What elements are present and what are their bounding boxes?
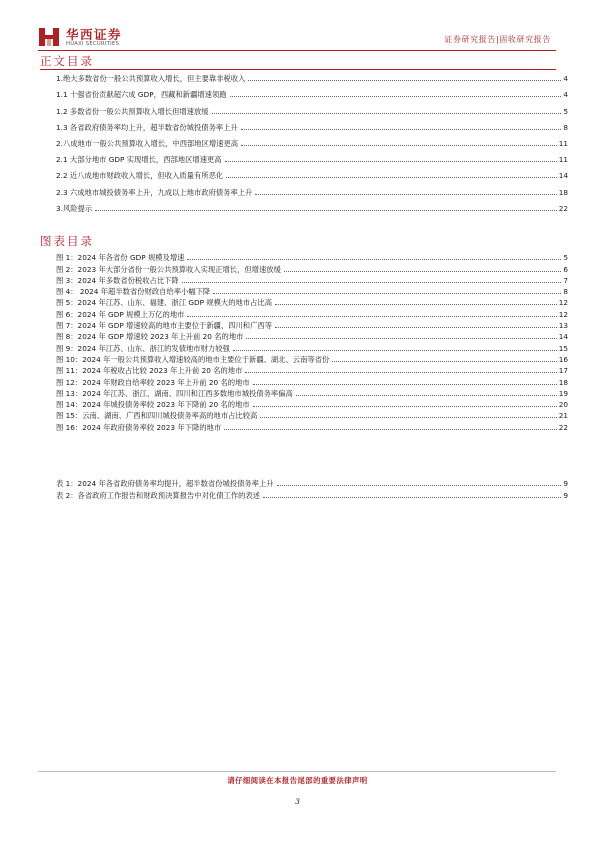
dot-leader [245, 372, 556, 373]
figure-entry-page: 20 [558, 400, 568, 410]
figure-entry[interactable] [56, 251, 568, 262]
toc-entry-title: 3.风险提示 [56, 203, 93, 213]
table-entry-title: 表 2：各省政府工作报告和财政预决算报告中对化债工作的表述 [56, 490, 260, 500]
toc-entry-page: 22 [558, 203, 568, 213]
header-divider [38, 50, 556, 51]
figure-entry-title: 图 3：2024 年多数省份税收占比下降 [56, 275, 179, 285]
dot-leader [226, 177, 557, 178]
dot-leader [275, 304, 557, 305]
figure-entry[interactable] [56, 285, 568, 296]
table-entry[interactable] [56, 477, 568, 488]
figure-entry-page: 12 [558, 309, 568, 319]
figure-entry-page: 15 [558, 343, 568, 353]
toc-entry[interactable] [56, 197, 568, 213]
dot-leader [296, 395, 557, 396]
company-name-en: HUAXI SECURITIES [66, 41, 120, 47]
toc-entry-page: 14 [558, 171, 568, 181]
figure-entry-page: 21 [558, 411, 568, 421]
dot-leader [224, 429, 557, 430]
figure-entry-page: 13 [558, 321, 568, 331]
dot-leader [277, 485, 562, 486]
toc-entry-title: 2.2 近八成地市财政收入增长，但收入质量有所恶化 [56, 171, 224, 181]
dot-leader [260, 417, 556, 418]
figure-entry[interactable] [56, 420, 568, 431]
figure-entry-title: 图 10：2024 年一般公共预算收入增速较高的地市主要位于新疆、湖北、云南等省份 [56, 354, 330, 364]
figure-entry-page: 17 [558, 366, 568, 376]
toc-entry[interactable] [56, 99, 568, 115]
toc-entry-page: 11 [558, 138, 568, 148]
toc-entry-title: 2.八成地市一般公共预算收入增长，中西部地区增速更高 [56, 138, 239, 148]
toc-list [56, 67, 568, 213]
toc-entry[interactable] [56, 180, 568, 196]
figure-entry-page: 16 [558, 354, 568, 364]
figure-entry[interactable] [56, 364, 568, 375]
figure-entry[interactable] [56, 375, 568, 386]
figure-entry-title: 图 12：2024 年财政自给率较 2023 年上升前 20 名的地市 [56, 377, 250, 387]
toc-title: 正文目录 [40, 54, 94, 68]
table-entry-page: 9 [563, 479, 568, 489]
dot-leader [253, 384, 557, 385]
figure-entry-title: 图 7：2024 年 GDP 增速较高的地市主要位于新疆、四川和广西等 [56, 321, 272, 331]
figure-entry-page: 22 [558, 422, 568, 432]
figure-entry-title: 图 16：2024 年政府债务率较 2023 年下降的地市 [56, 422, 222, 432]
dot-leader [263, 497, 561, 498]
toc-entry[interactable] [56, 116, 568, 132]
figure-entry-title: 图 14：2024 年城投债务率较 2023 年下降前 20 名的地市 [56, 400, 250, 410]
legal-disclaimer: 请仔细阅读在本报告尾部的重要法律声明 [227, 776, 368, 785]
dot-leader [187, 316, 556, 317]
dot-leader [332, 361, 556, 362]
dot-leader [213, 293, 561, 294]
toc-entry-title: 2.3 六成地市城投债务率上升，九成以上地市政府债务率上升 [56, 187, 253, 197]
figure-entry[interactable] [56, 296, 568, 307]
dot-leader [248, 80, 561, 81]
figure-entry[interactable] [56, 409, 568, 420]
dot-leader [225, 161, 557, 162]
dot-leader [230, 96, 562, 97]
figure-entry-page: 14 [558, 332, 568, 342]
toc-entry-page: 18 [558, 187, 568, 197]
figure-entry-page: 7 [563, 275, 568, 285]
figure-entry[interactable] [56, 341, 568, 352]
figure-entry[interactable] [56, 330, 568, 341]
page-header [0, 0, 595, 50]
figure-entry[interactable] [56, 398, 568, 409]
figure-entry-title: 图 15：云南、湖南、广西和四川城投债务率高的地市占比较高 [56, 411, 258, 421]
figure-entry[interactable] [56, 274, 568, 285]
dot-leader [246, 338, 556, 339]
figure-entry-title: 图 4： 2024 年超半数省份财政自给率小幅下降 [56, 287, 211, 297]
figure-entry-title: 图 5：2024 年江苏、山东、福建、浙江 GDP 规模大的地市占比高 [56, 298, 272, 308]
figure-entry[interactable] [56, 319, 568, 330]
figure-entry-title: 图 1：2024 年各省份 GDP 规模及增速 [56, 253, 185, 263]
table-entry-page: 9 [563, 490, 568, 500]
figure-entry-title: 图 11：2024 年税收占比较 2023 年上升前 20 名的地市 [56, 366, 243, 376]
dot-leader [187, 259, 561, 260]
figure-entry-page: 8 [563, 287, 568, 297]
figure-entry-title: 图 8：2024 年 GDP 增速较 2023 年上升前 20 名的地市 [56, 332, 244, 342]
toc-entry[interactable] [56, 83, 568, 99]
figure-entry[interactable] [56, 387, 568, 398]
footer-divider [38, 771, 556, 772]
toc-entry-page: 11 [558, 155, 568, 165]
toc-entry-page: 8 [563, 122, 568, 132]
figure-entry-page: 19 [558, 388, 568, 398]
figure-entry[interactable] [56, 262, 568, 273]
table-entry[interactable] [56, 488, 568, 499]
figure-entry-page: 18 [558, 377, 568, 387]
figure-entry-page: 12 [558, 298, 568, 308]
dot-leader [241, 145, 557, 146]
dot-leader [253, 406, 557, 407]
toc-entry[interactable] [56, 132, 568, 148]
figures-title: 图表目录 [40, 234, 94, 248]
toc-entry-title: 1.2 多数省份一般公共预算收入增长但增速放缓 [56, 106, 209, 116]
company-name-cn: 华西证券 [66, 27, 123, 42]
toc-entry-page: 5 [563, 106, 568, 116]
huaxi-logo-icon [38, 26, 60, 48]
figure-entry-page: 6 [563, 264, 568, 274]
toc-entry-title: 1.1 十强省份贡献超六成 GDP，西藏和新疆增速领跑 [56, 90, 227, 100]
figure-entry-title: 图 13：2024 年江苏、浙江、湖南、四川和江西多数地市城投债务率偏高 [56, 388, 293, 398]
figure-entry-page: 5 [563, 253, 568, 263]
dot-leader [95, 210, 557, 211]
figure-entry[interactable] [56, 307, 568, 318]
figures-list [56, 251, 568, 432]
dot-leader [233, 350, 557, 351]
toc-entry[interactable] [56, 164, 568, 180]
table-entry-title: 表 1：2024 年各省政府债务率均提升，超半数省份城投债务率上升 [56, 479, 274, 489]
figure-entry-title: 图 6：2024 年 GDP 规模上万亿的地市 [56, 309, 185, 319]
report-type: 证券研究报告|固收研究报告 [444, 35, 551, 44]
dot-leader [255, 194, 556, 195]
toc-entry-title: 2.1 大部分地市 GDP 实现增长，西部地区增速更高 [56, 155, 222, 165]
page-number: 3 [295, 797, 300, 806]
figure-entry-title: 图 2：2023 年大部分省份一般公共预算收入实现正增长，但增速放缓 [56, 264, 281, 274]
dot-leader [284, 271, 561, 272]
toc-entry-title: 1.绝大多数省份一般公共预算收入增长，但主要靠非税收入 [56, 74, 246, 84]
figure-entry-title: 图 9：2024 年江苏、山东、浙江的发债地市财力较强 [56, 343, 230, 353]
dot-leader [212, 113, 562, 114]
figure-entry[interactable] [56, 353, 568, 364]
dot-leader [275, 327, 557, 328]
dot-leader [241, 129, 562, 130]
toc-entry-page: 4 [563, 90, 568, 100]
toc-entry[interactable] [56, 67, 568, 83]
toc-entry-title: 1.3 各省政府债务率均上升，超半数省份城投债务率上升 [56, 122, 238, 132]
toc-entry-page: 4 [563, 74, 568, 84]
toc-entry[interactable] [56, 148, 568, 164]
dot-leader [182, 282, 562, 283]
tables-list [56, 477, 568, 500]
